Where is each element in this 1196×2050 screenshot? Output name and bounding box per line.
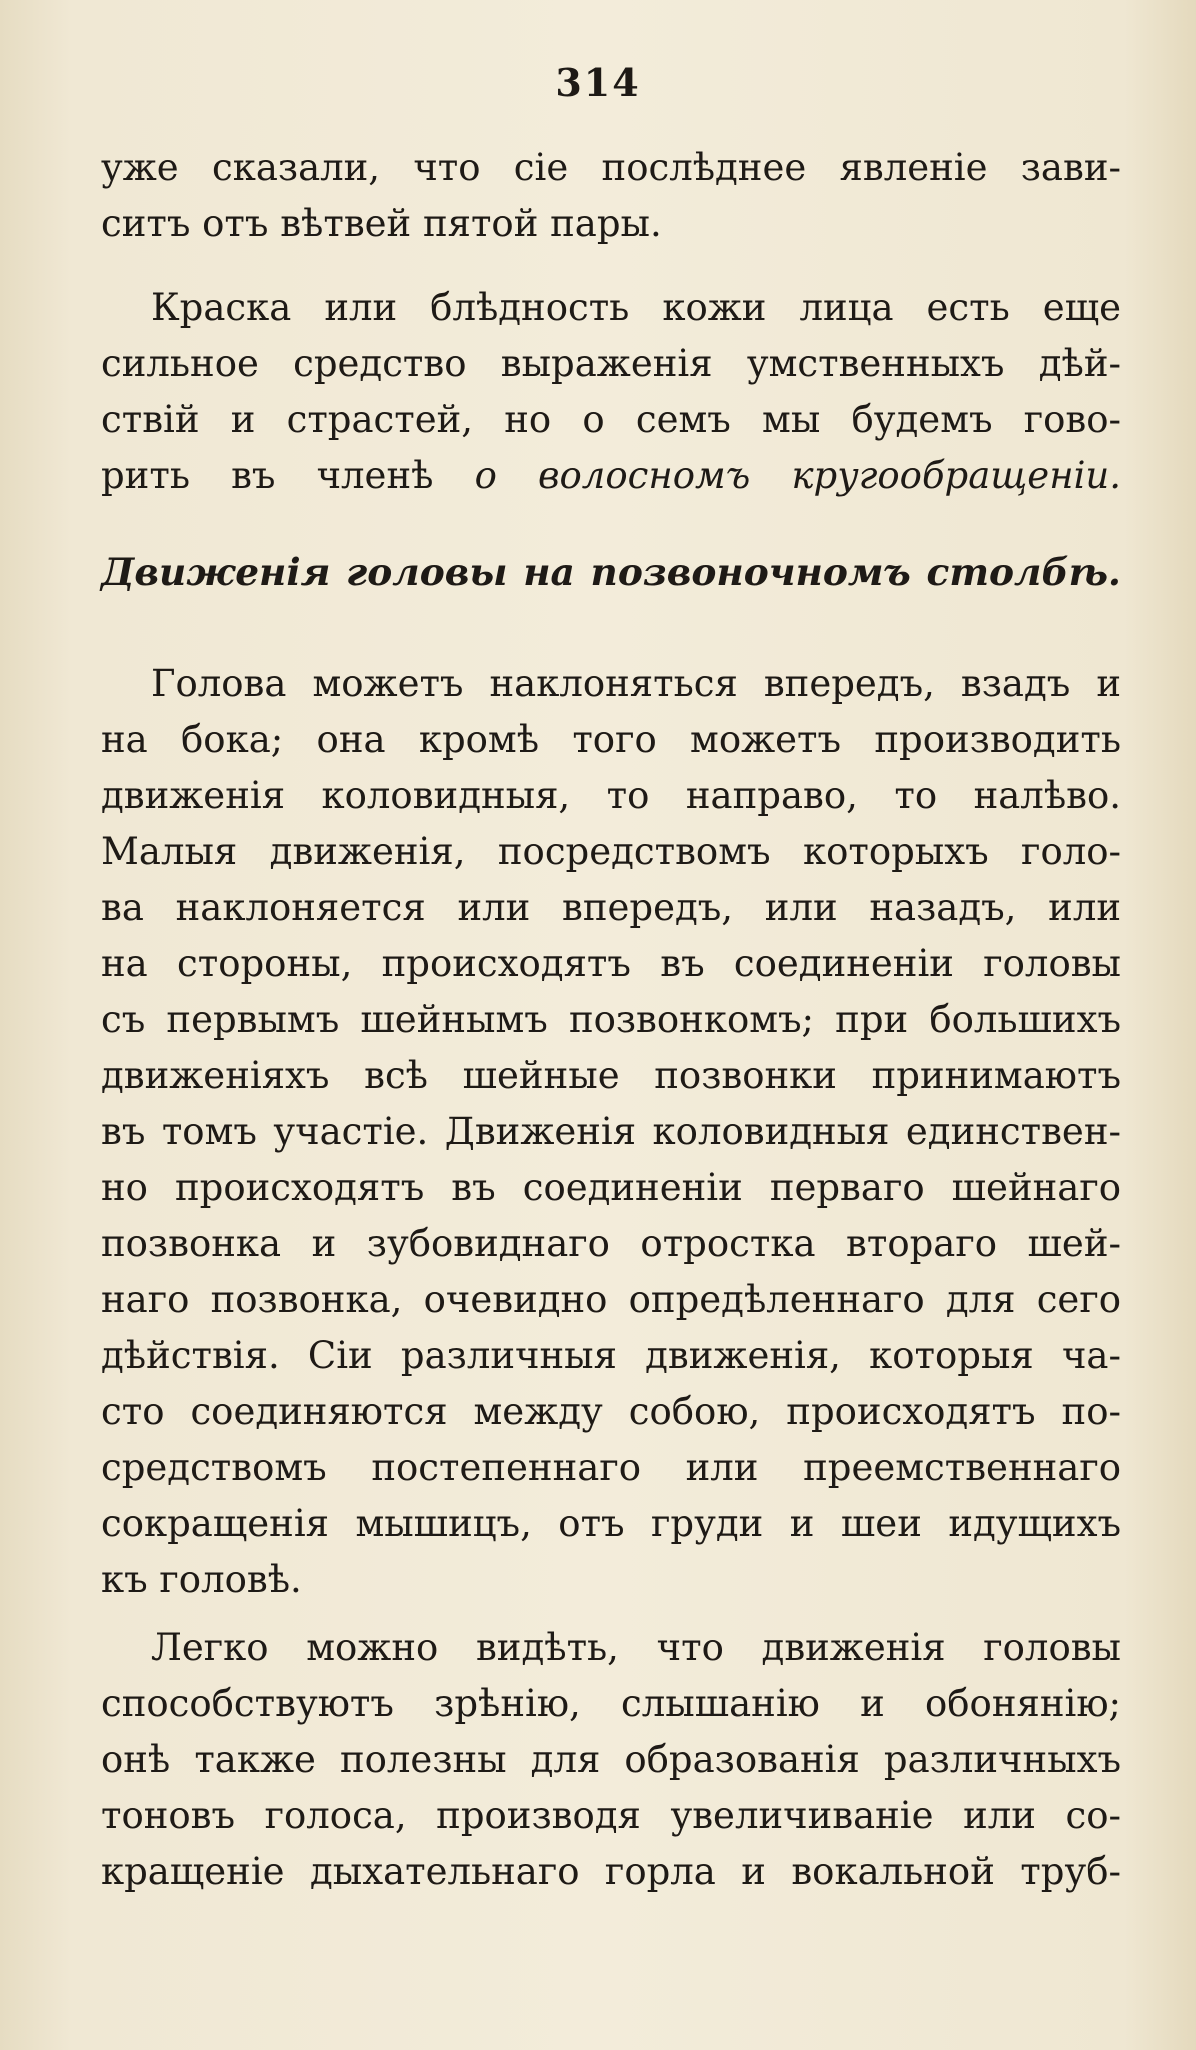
paragraph-1 bbox=[101, 140, 1121, 252]
text-line-mixed bbox=[101, 448, 1121, 504]
text-line: Легко можно видѣть, что движенія головы bbox=[151, 1626, 1121, 1669]
text-line: средствомъ постепеннаго или преемственнаго bbox=[101, 1446, 1121, 1489]
text-line: уже сказали, что сіе послѣднее явленіе зави- bbox=[101, 146, 1121, 189]
text-line: позвонка и зубовиднаго отростка втораго шей- bbox=[101, 1222, 1121, 1265]
paragraph-2 bbox=[101, 280, 1121, 504]
text-segment: рить въ членѣ bbox=[101, 454, 434, 497]
text-line: движенія коловидныя, то направо, то налѣво. bbox=[101, 774, 1121, 817]
paragraph-3 bbox=[101, 656, 1121, 1608]
text-line: дѣйствія. Сіи различныя движенія, которыя ча- bbox=[101, 1334, 1121, 1377]
text-line: онѣ также полезны для образованія различныхъ bbox=[101, 1738, 1121, 1781]
text-line: на бока; она кромѣ того можетъ производить bbox=[101, 718, 1121, 761]
text-line: наго позвонка, очевидно опредѣленнаго для сего bbox=[101, 1278, 1121, 1321]
text-line: ситъ отъ вѣтвей пятой пары. bbox=[101, 202, 662, 245]
text-line: къ головѣ. bbox=[101, 1558, 302, 1601]
italic-reference: о волосномъ кругообращеніи. bbox=[474, 454, 1121, 497]
text-line: сокращенія мышицъ, отъ груди и шеи идущихъ bbox=[101, 1502, 1121, 1545]
text-line: кращеніе дыхательнаго горла и вокальной труб- bbox=[101, 1850, 1121, 1893]
text-line: ствій и страстей, но о семъ мы будемъ гово- bbox=[101, 398, 1121, 441]
text-line: сильное средство выраженія умственныхъ дѣй- bbox=[101, 342, 1121, 385]
text-line: тоновъ голоса, производя увеличиваніе или со- bbox=[101, 1794, 1121, 1837]
text-line: въ томъ участіе. Движенія коловидныя единствен- bbox=[101, 1110, 1121, 1153]
text-line: Краска или блѣдность кожи лица есть еще bbox=[151, 286, 1121, 329]
text-line: Малыя движенія, посредствомъ которыхъ голо- bbox=[101, 830, 1121, 873]
page-number: 314 bbox=[555, 60, 641, 105]
text-line: сто соединяются между собою, происходятъ по- bbox=[101, 1390, 1121, 1433]
text-line: ва наклоняется или впередъ, или назадъ, или bbox=[101, 886, 1121, 929]
text-line: на стороны, происходятъ въ соединеніи головы bbox=[101, 942, 1121, 985]
text-line: съ первымъ шейнымъ позвонкомъ; при большихъ bbox=[101, 998, 1121, 1041]
text-line: способствуютъ зрѣнію, слышанію и обонянію; bbox=[101, 1682, 1121, 1725]
paragraph-4 bbox=[101, 1620, 1121, 1900]
section-heading: Движенія головы на позвоночномъ столбѣ. bbox=[101, 550, 1121, 594]
text-line: но происходятъ въ соединеніи перваго шейнаго bbox=[101, 1166, 1121, 1209]
text-line: Голова можетъ наклоняться впередъ, взадъ и bbox=[151, 662, 1121, 705]
text-line: движеніяхъ всѣ шейные позвонки принимаютъ bbox=[101, 1054, 1121, 1097]
